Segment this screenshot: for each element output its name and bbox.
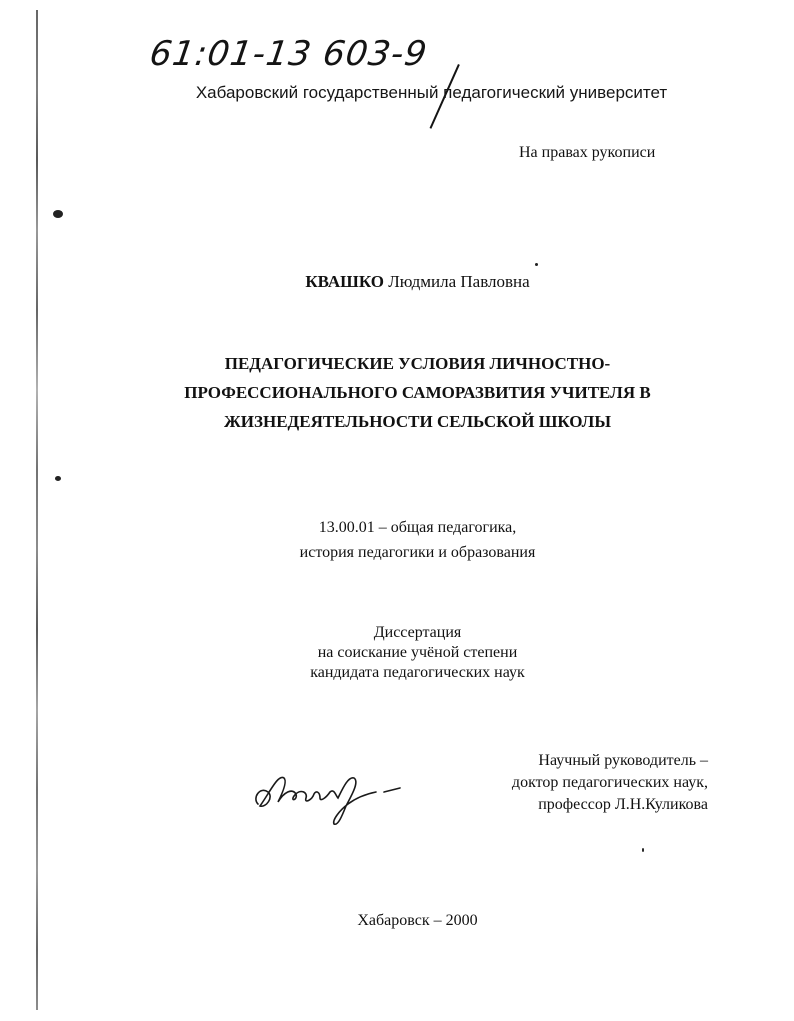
degree-line: кандидата педагогических наук <box>310 664 525 681</box>
university-name: Хабаровский государственный педагогический университет <box>195 83 668 102</box>
city-year: Хабаровск – 2000 <box>357 912 478 929</box>
author-surname: КВАШКО <box>305 272 384 291</box>
scientific-supervisor <box>512 750 708 816</box>
supervisor-line: профессор Л.Н.Куликова <box>538 796 708 813</box>
scan-artifact-dot <box>53 210 63 218</box>
scan-artifact-dot <box>535 263 538 266</box>
supervisor-line: доктор педагогических наук, <box>511 774 708 791</box>
scan-artifact-dot <box>55 476 61 481</box>
degree-line: на соискание учёной степени <box>317 644 518 661</box>
title-line: ПЕДАГОГИЧЕСКИЕ УСЛОВИЯ ЛИЧНОСТНО- <box>224 354 611 373</box>
specialty-code <box>0 515 794 565</box>
title-line: ПРОФЕССИОНАЛЬНОГО САМОРАЗВИТИЯ УЧИТЕЛЯ В <box>184 383 651 402</box>
dissertation-degree <box>0 623 794 683</box>
specialty-line: история педагогики и образования <box>299 544 536 561</box>
catalog-number-text: 61:01-13 603-9 <box>147 34 430 74</box>
author-signature <box>250 762 410 832</box>
author-given-name: Людмила Павловна <box>388 272 530 291</box>
scan-artifact-dot <box>642 848 644 852</box>
title-line: ЖИЗНЕДЕЯТЕЛЬНОСТИ СЕЛЬСКОЙ ШКОЛЫ <box>223 412 612 431</box>
scan-edge-line <box>36 10 38 1010</box>
supervisor-line: Научный руководитель – <box>538 752 708 769</box>
author-name <box>0 272 794 292</box>
manuscript-rights-note: На правах рукописи <box>519 144 656 161</box>
dissertation-title <box>0 349 794 436</box>
degree-line: Диссертация <box>373 624 462 641</box>
specialty-line: 13.00.01 – общая педагогика, <box>318 519 517 536</box>
